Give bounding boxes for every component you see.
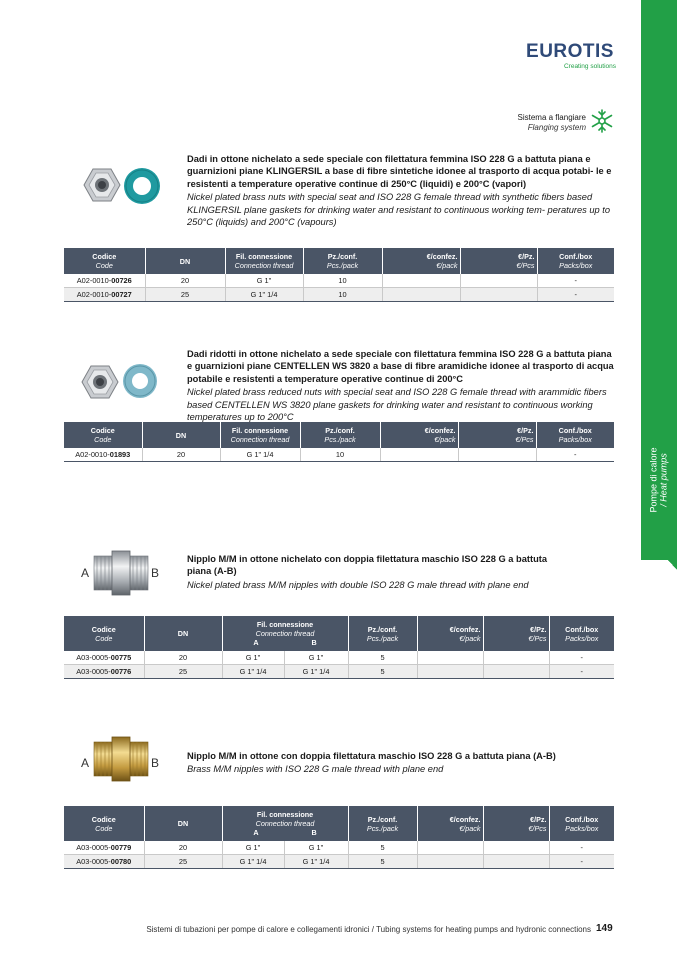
cell-dn: 20 bbox=[142, 448, 220, 462]
cell-dn: 25 bbox=[145, 288, 225, 302]
side-tab-en: / Heat pumps bbox=[659, 453, 670, 507]
cell-conn-b: G 1" bbox=[284, 841, 348, 855]
product-4-subtitle: Brass M/M nipples with ISO 228 G male thread with plane end bbox=[187, 764, 444, 775]
product-image-nipple-nickel bbox=[92, 548, 150, 598]
cell-pcs: 5 bbox=[348, 651, 417, 665]
snowflake-sun-icon bbox=[589, 108, 615, 134]
product-image-nut-klingersil bbox=[76, 160, 166, 210]
category-it: Sistema a flangiare bbox=[517, 113, 586, 122]
product-2-title: Dadi ridotti in ottone nichelato a sede speciale con filettatura femmina ISO 228 G a battuta piana e guarnizioni piane CENTELLEN WS 3820 a base di fibre aramidiche idonee al trasporto di acqua potabile e resistenti a temperature operative continue di 200°C bbox=[187, 349, 614, 384]
col-eur-pcs: €/Pz. €/Pcs bbox=[483, 616, 549, 651]
page-number: 149 bbox=[596, 923, 613, 934]
side-tab-it: Pompe di calore bbox=[649, 447, 660, 513]
cell-code: A03-0005-00780 bbox=[64, 855, 144, 869]
cell-box: - bbox=[549, 855, 614, 869]
product-3-table bbox=[64, 616, 614, 679]
cell-eur-pack bbox=[417, 665, 483, 679]
col-eur-pcs: €/Pz. €/Pcs bbox=[460, 248, 537, 274]
cell-conn-a: G 1" 1/4 bbox=[222, 855, 284, 869]
table-row bbox=[64, 651, 614, 665]
cell-eur-pcs bbox=[483, 855, 549, 869]
product-1-table bbox=[64, 248, 614, 302]
product-3-title: Nipplo M/M in ottone nichelato con doppia filettatura maschio ISO 228 G a battuta piana (A-B) bbox=[187, 554, 548, 577]
label-a: A bbox=[81, 566, 90, 580]
table-row bbox=[64, 855, 614, 869]
category-en: Flanging system bbox=[527, 123, 586, 132]
col-code: Codice Code bbox=[64, 806, 144, 841]
cell-pcs: 5 bbox=[348, 855, 417, 869]
cell-code: A02-0010-00726 bbox=[64, 274, 145, 288]
product-1-subtitle: Nickel plated brass nuts with special seat and ISO 228 G female thread with synthetic fibers based KLINGERSIL plane gaskets for drinking water and resistant to continuous working tem- peratures up to 250°C (liquids) and 200°C (vapours) bbox=[187, 192, 611, 228]
cell-conn: G 1" 1/4 bbox=[220, 448, 300, 462]
cell-conn: G 1" 1/4 bbox=[225, 288, 303, 302]
cell-pcs: 10 bbox=[300, 448, 380, 462]
cell-pcs: 10 bbox=[303, 288, 382, 302]
label-b: B bbox=[151, 566, 160, 580]
cell-eur-pack bbox=[382, 288, 460, 302]
table-row bbox=[64, 841, 614, 855]
cell-pcs: 5 bbox=[348, 665, 417, 679]
col-box: Conf./box Packs/box bbox=[549, 806, 614, 841]
product-1-description bbox=[187, 153, 619, 228]
cell-eur-pack bbox=[417, 651, 483, 665]
col-conn-b: B bbox=[311, 828, 317, 837]
col-pcs: Pz./conf. Pcs./pack bbox=[303, 248, 382, 274]
cell-code: A03-0005-00775 bbox=[64, 651, 144, 665]
col-code: Codice Code bbox=[64, 248, 145, 274]
table-header-row bbox=[64, 248, 614, 274]
cell-box: - bbox=[549, 841, 614, 855]
cell-dn: 20 bbox=[145, 274, 225, 288]
brand-tagline: Creating solutions bbox=[563, 63, 616, 70]
col-dn: DN bbox=[142, 422, 220, 448]
col-conn-a: A bbox=[253, 828, 259, 837]
product-3-subtitle: Nickel plated brass M/M nipples with double ISO 228 G male thread with plane end bbox=[187, 579, 529, 590]
col-box: Conf./box Packs/box bbox=[536, 422, 614, 448]
cell-eur-pcs bbox=[458, 448, 536, 462]
product-4-title: Nipplo M/M in ottone con doppia filettatura maschio ISO 228 G a battuta piana (A-B) bbox=[187, 751, 556, 761]
cell-eur-pcs bbox=[483, 651, 549, 665]
table-row bbox=[64, 274, 614, 288]
label-a: A bbox=[81, 756, 90, 770]
product-1-title: Dadi in ottone nichelato a sede speciale con filettatura femmina ISO 228 G a battuta piana e guarnizioni piane KLINGERSIL a base di fibre sintetiche idonee al trasporto di acqua potabi- le e resistenti a temperature operative continue di 250°C (liquidi) e 200°C (vapori) bbox=[187, 154, 612, 189]
col-box: Conf./box Packs/box bbox=[549, 616, 614, 651]
table-row bbox=[64, 665, 614, 679]
cell-eur-pcs bbox=[460, 274, 537, 288]
cell-eur-pack bbox=[380, 448, 458, 462]
col-conn: Fil. connessione Connection thread A B bbox=[222, 616, 348, 651]
cell-eur-pack bbox=[417, 855, 483, 869]
cell-conn-a: G 1" bbox=[222, 841, 284, 855]
cell-eur-pack bbox=[417, 841, 483, 855]
table-header-row bbox=[64, 806, 614, 841]
col-conn: Fil. connessione Connection thread A B bbox=[222, 806, 348, 841]
col-pcs: Pz./conf. Pcs./pack bbox=[348, 616, 417, 651]
col-eur-pcs: €/Pz. €/Pcs bbox=[458, 422, 536, 448]
col-conn-a: A bbox=[253, 638, 259, 647]
product-3-description bbox=[187, 553, 619, 591]
col-conn-b: B bbox=[311, 638, 317, 647]
product-2-table bbox=[64, 422, 614, 462]
cell-eur-pack bbox=[382, 274, 460, 288]
col-conn: Fil. connessione Connection thread bbox=[220, 422, 300, 448]
cell-conn-b: G 1" 1/4 bbox=[284, 855, 348, 869]
brand-logo bbox=[524, 42, 616, 71]
cell-code: A02-0010-00727 bbox=[64, 288, 145, 302]
cell-pcs: 10 bbox=[303, 274, 382, 288]
cell-dn: 20 bbox=[144, 841, 222, 855]
cell-dn: 20 bbox=[144, 651, 222, 665]
table-row bbox=[64, 288, 614, 302]
cell-box: - bbox=[537, 274, 614, 288]
col-pcs: Pz./conf. Pcs./pack bbox=[348, 806, 417, 841]
product-4-description bbox=[187, 750, 619, 776]
cell-conn-a: G 1" 1/4 bbox=[222, 665, 284, 679]
cell-box: - bbox=[536, 448, 614, 462]
product-image-nipple-brass bbox=[92, 734, 150, 784]
col-code: Codice Code bbox=[64, 616, 144, 651]
col-pcs: Pz./conf. Pcs./pack bbox=[300, 422, 380, 448]
table-row bbox=[64, 448, 614, 462]
cell-code: A03-0005-00779 bbox=[64, 841, 144, 855]
cell-dn: 25 bbox=[144, 665, 222, 679]
cell-conn: G 1" bbox=[225, 274, 303, 288]
cell-pcs: 5 bbox=[348, 841, 417, 855]
label-b: B bbox=[151, 756, 160, 770]
product-image-nut-centellen bbox=[76, 357, 166, 407]
product-2-description bbox=[187, 348, 619, 423]
col-code: Codice Code bbox=[64, 422, 142, 448]
col-box: Conf./box Packs/box bbox=[537, 248, 614, 274]
col-eur-pack: €/confez. €/pack bbox=[380, 422, 458, 448]
cell-dn: 25 bbox=[144, 855, 222, 869]
cell-box: - bbox=[537, 288, 614, 302]
col-eur-pack: €/confez. €/pack bbox=[417, 806, 483, 841]
cell-code: A02-0010-01893 bbox=[64, 448, 142, 462]
cell-conn-a: G 1" bbox=[222, 651, 284, 665]
cell-box: - bbox=[549, 651, 614, 665]
table-header-row bbox=[64, 616, 614, 651]
col-eur-pack: €/confez. €/pack bbox=[417, 616, 483, 651]
table-header-row bbox=[64, 422, 614, 448]
product-2-subtitle: Nickel plated brass reduced nuts with special seat and ISO 228 G female thread with arammidic fibers based CENTELLEN WS 3820 plane gaskets for drinking water and resistant to continuous working temperatures up to 200°C bbox=[187, 387, 607, 423]
col-eur-pack: €/confez. €/pack bbox=[382, 248, 460, 274]
cell-code: A03-0005-00776 bbox=[64, 665, 144, 679]
cell-eur-pcs bbox=[460, 288, 537, 302]
side-tab-tip bbox=[641, 530, 677, 570]
col-eur-pcs: €/Pz. €/Pcs bbox=[483, 806, 549, 841]
col-dn: DN bbox=[144, 806, 222, 841]
cell-conn-b: G 1" bbox=[284, 651, 348, 665]
side-tab-label bbox=[645, 440, 673, 520]
cell-conn-b: G 1" 1/4 bbox=[284, 665, 348, 679]
col-dn: DN bbox=[144, 616, 222, 651]
col-dn: DN bbox=[145, 248, 225, 274]
cell-box: - bbox=[549, 665, 614, 679]
cell-eur-pcs bbox=[483, 665, 549, 679]
category-label bbox=[496, 113, 586, 133]
brand-name: EUROTIS bbox=[526, 41, 614, 62]
product-4-table bbox=[64, 806, 614, 869]
cell-eur-pcs bbox=[483, 841, 549, 855]
footer-text: Sistemi di tubazioni per pompe di calore e collegamenti idronici / Tubing systems for heating pumps and hydronic connections bbox=[146, 925, 591, 934]
col-conn: Fil. connessione Connection thread bbox=[225, 248, 303, 274]
